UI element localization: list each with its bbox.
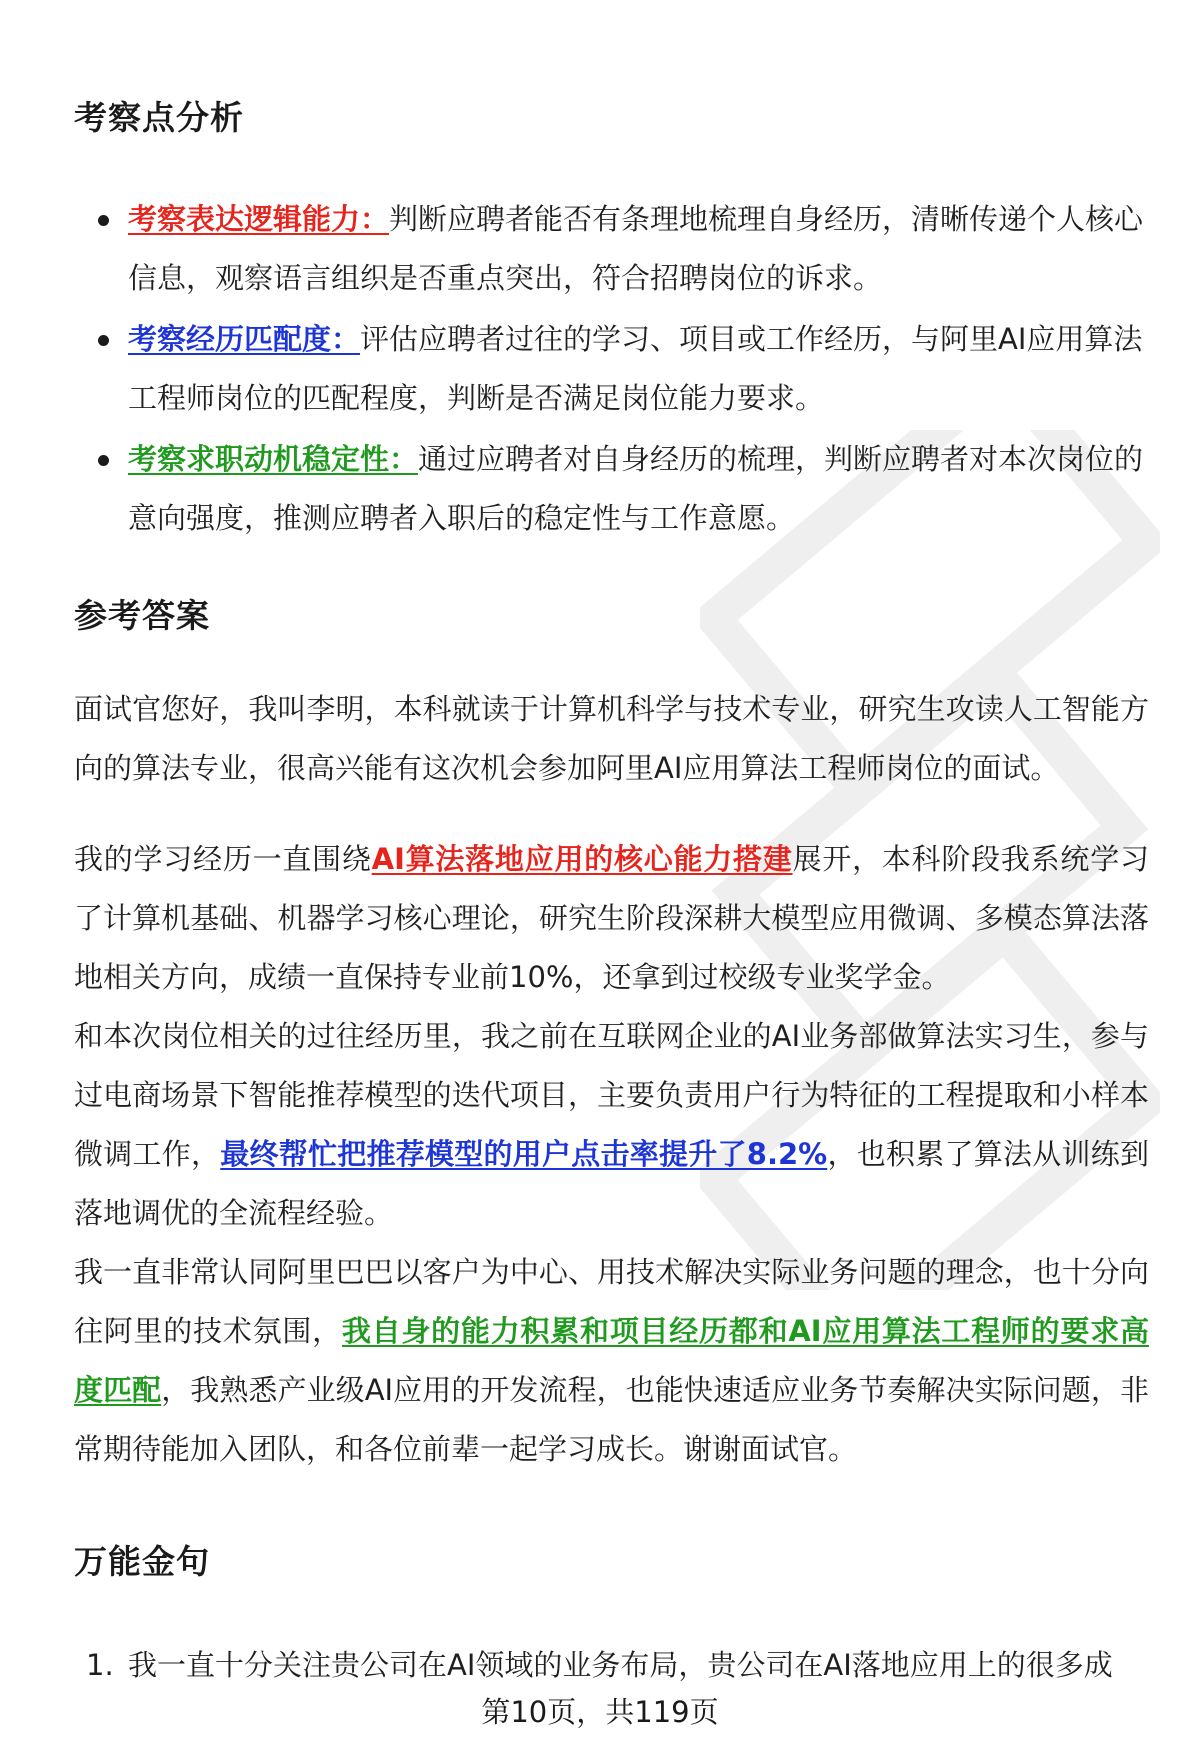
bullet-dot	[98, 215, 109, 226]
paragraph-text: ，我熟悉产业级AI应用的开发流程，也能快速适应业务节奏解决实际问题，非常期待能加入团队，和各位前辈一起学习成长。谢谢面试官。	[74, 1373, 1149, 1466]
item-text: 评估应聘者过往的学习、项目或工作经历，与阿里AI应用算法工程师岗位的匹配程度，判断是否满足岗位能力要求。	[128, 322, 1143, 415]
highlight-label: 考察表达逻辑能力：	[128, 202, 390, 236]
answer-paragraph-3	[74, 1007, 1149, 1243]
bullet-dot	[98, 455, 109, 466]
heading-analysis: 考察点分析	[74, 98, 244, 137]
list-item	[74, 430, 1144, 548]
paragraph-text: 我的学习经历一直围绕	[74, 842, 372, 876]
answer-paragraph-2	[74, 830, 1149, 1007]
paragraph-text: ，也积累了算法从训练到落地调优的全流程经验。	[74, 1137, 1149, 1230]
highlight-text: 我自身的能力积累和项目经历都和AI应用算法工程师的要求高度匹配	[74, 1314, 1149, 1407]
paragraph-text: 面试官您好，我叫李明，本科就读于计算机科学与技术专业，研究生攻读人工智能方向的算法专业，很高兴能有这次机会参加阿里AI应用算法工程师岗位的面试。	[74, 692, 1149, 785]
answer-paragraph-group	[74, 830, 1149, 1479]
heading-answer: 参考答案	[74, 596, 210, 635]
page-footer: 第10页，共119页	[481, 1695, 719, 1729]
item-text: 判断应聘者能否有条理地梳理自身经历，清晰传递个人核心信息，观察语言组织是否重点突出，符合招聘岗位的诉求。	[128, 202, 1144, 295]
answer-paragraph-4	[74, 1243, 1149, 1479]
highlight-label: 考察求职动机稳定性：	[128, 442, 419, 476]
phrases-list	[74, 1636, 1144, 1695]
list-item	[74, 310, 1144, 428]
item-text: 通过应聘者对自身经历的梳理，判断应聘者对本次岗位的意向强度，推测应聘者入职后的稳定性与工作意愿。	[128, 442, 1144, 535]
paragraph-text: 展开，本科阶段我系统学习了计算机基础、机器学习核心理论，研究生阶段深耕大模型应用微调、多模态算法落地相关方向，成绩一直保持专业前10%，还拿到过校级专业奖学金。	[74, 842, 1149, 994]
heading-phrases: 万能金句	[74, 1542, 210, 1581]
highlight-text: 最终帮忙把推荐模型的用户点击率提升了8.2%	[220, 1137, 828, 1171]
bullet-dot	[98, 335, 109, 346]
list-number: 1.	[86, 1648, 114, 1682]
paragraph-text: 和本次岗位相关的过往经历里，我之前在互联网企业的AI业务部做算法实习生，参与过电商场景下智能推荐模型的迭代项目，主要负责用户行为特征的工程提取和小样本微调工作，	[74, 1019, 1149, 1171]
item-text: 我一直十分关注贵公司在AI领域的业务布局，贵公司在AI落地应用上的很多成	[128, 1648, 1113, 1682]
highlight-text: AI算法落地应用的核心能力搭建	[371, 842, 793, 876]
list-item	[74, 190, 1144, 308]
paragraph-text: 我一直非常认同阿里巴巴以客户为中心、用技术解决实际业务问题的理念，也十分向往阿里的技术氛围，	[74, 1255, 1149, 1348]
highlight-label: 考察经历匹配度：	[128, 322, 361, 356]
list-item	[74, 1636, 1144, 1695]
analysis-list	[74, 190, 1144, 550]
answer-paragraph-1	[74, 680, 1149, 798]
